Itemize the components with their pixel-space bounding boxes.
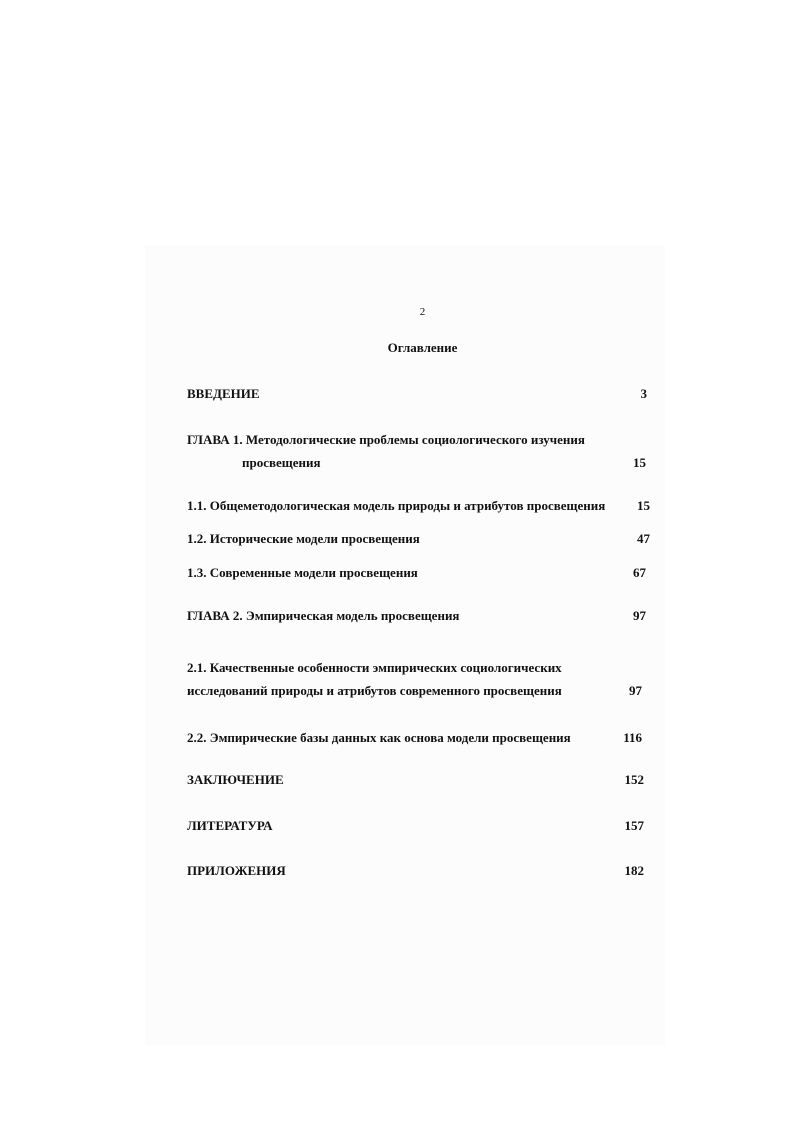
toc-entry-label: ЗАКЛЮЧЕНИЕ (187, 772, 284, 787)
toc-entry-page: 182 (624, 863, 644, 878)
scanned-page (145, 245, 665, 1045)
toc-entry-label: 2.1. Качественные особенности эмпирических социологических (187, 660, 562, 675)
toc-entry-label: ЛИТЕРАТУРА (187, 818, 273, 833)
page-number: 2 (419, 306, 426, 318)
toc-entry-page: 47 (637, 531, 650, 546)
toc-entry-literature (187, 814, 652, 837)
toc-entry-label: 1.2. Исторические модели просвещения (187, 531, 420, 546)
toc-entry-label: 1.1. Общеметодологическая модель природы и атрибутов просвещения (187, 498, 606, 513)
toc-entry-page: 116 (623, 730, 642, 745)
toc-entry-label: 2.2. Эмпирические базы данных как основа модели просвещения (187, 730, 571, 745)
toc-entry-page: 152 (624, 772, 644, 787)
toc-entry-chapter-2 (187, 604, 652, 627)
toc-entry-page: 15 (633, 455, 646, 470)
toc-entry-introduction (187, 382, 652, 405)
toc-entry-label: 1.3. Современные модели просвещения (187, 565, 418, 580)
toc-entry-page: 67 (633, 565, 646, 580)
toc-entry-section-1-3 (187, 561, 652, 584)
toc-title: Оглавление (387, 340, 458, 355)
toc-entry-section-2-1 (187, 656, 652, 702)
toc-entry-conclusion (187, 768, 652, 791)
toc-entry-section-2-2 (187, 726, 652, 749)
toc-entry-section-1-2 (187, 527, 652, 550)
toc-entry-label: ГЛАВА 2. Эмпирическая модель просвещения (187, 608, 460, 623)
toc-entry-page: 3 (640, 386, 647, 401)
toc-entry-label-continuation: исследований природы и атрибутов современного просвещения (187, 683, 562, 698)
toc-entry-page: 97 (629, 683, 642, 698)
toc-entry-label: ПРИЛОЖЕНИЯ (187, 863, 286, 878)
toc-entry-appendices (187, 859, 652, 882)
toc-entry-label: ВВЕДЕНИЕ (187, 386, 260, 401)
toc-entry-page: 15 (637, 498, 650, 513)
toc-entry-label-continuation: просвещения (242, 455, 321, 470)
toc-entry-page: 157 (624, 818, 644, 833)
toc-entry-section-1-1 (187, 494, 652, 517)
toc-entry-chapter-1 (187, 428, 652, 474)
toc-entry-label: ГЛАВА 1. Методологические проблемы социологического изучения (187, 432, 585, 447)
toc-entry-page: 97 (633, 608, 646, 623)
